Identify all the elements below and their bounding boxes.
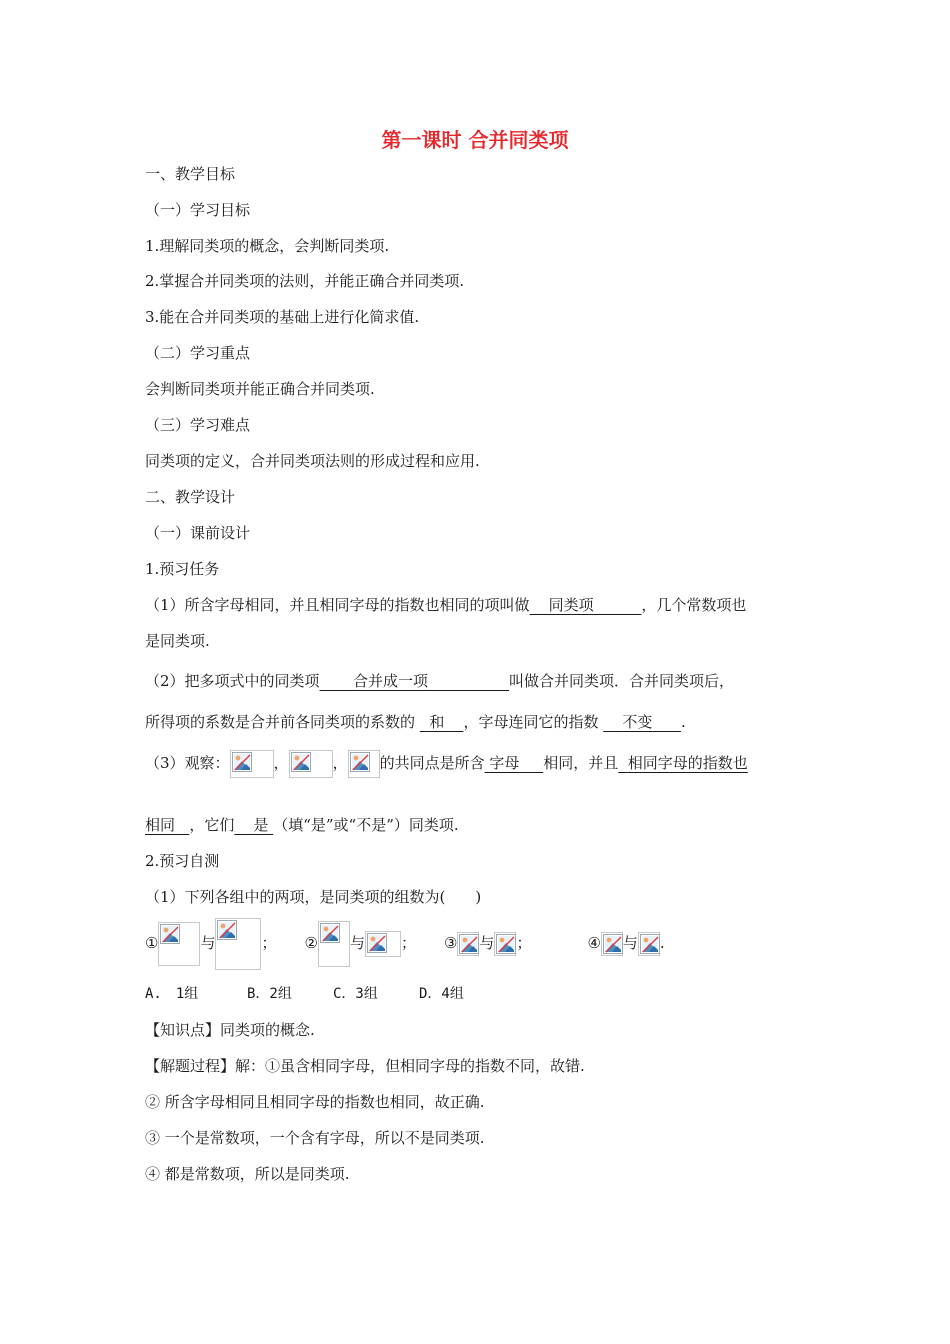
paragraph-3-cont: 相同 ，它们 是 （填“是”或“不是”）同类项.	[145, 816, 459, 834]
task-heading: 1.预习任务	[145, 560, 220, 578]
answer-blank: 和	[429, 713, 445, 731]
paragraph-1: （1）所含字母相同，并且相同字母的指数也相同的项叫做 同类项 ，几个常数项也	[145, 596, 747, 614]
solution-step: ② 所含字母相同且相同字母的指数也相同，故正确.	[145, 1093, 485, 1111]
solution-step: ④ 都是常数项，所以是同类项.	[145, 1165, 350, 1183]
option-c: C．3组	[333, 986, 378, 1002]
broken-image-icon	[318, 921, 350, 967]
subsection-heading: （二）学习重点	[145, 344, 251, 362]
answer-blank: 相同	[145, 816, 176, 834]
option-b: B．2组	[247, 986, 292, 1002]
answer-blank: 字母	[489, 754, 520, 772]
broken-image-icon	[158, 922, 200, 966]
answer-blank: 同类项	[548, 596, 594, 614]
solution: 【解题过程】解：①虽含相同字母，但相同字母的指数不同，故错.	[145, 1057, 585, 1075]
answer-blank: 不变	[622, 713, 653, 731]
answer-blank: 相同字母的指数也	[627, 754, 748, 772]
subsection-heading: （一）课前设计	[145, 524, 251, 542]
broken-image-icon	[601, 932, 623, 956]
broken-image-icon	[215, 918, 261, 970]
paragraph-3: （3）观察： ， ， 的共同点是所含 字母 相同，并且 相同字母的指数也	[145, 750, 748, 778]
knowledge-point: 【知识点】同类项的概念.	[145, 1021, 315, 1039]
option-a: A. 1组	[145, 986, 199, 1002]
goal-item: 1.理解同类项的概念，会判断同类项.	[145, 237, 390, 255]
task-heading: 2.预习自测	[145, 852, 220, 870]
broken-image-icon	[348, 750, 380, 778]
paragraph-1-cont: 是同类项.	[145, 632, 210, 650]
section-heading: 一、教学目标	[145, 165, 236, 183]
difficulty-text: 同类项的定义，合并同类项法则的形成过程和应用.	[145, 452, 480, 470]
goal-item: 2.掌握合并同类项的法则，并能正确合并同类项.	[145, 272, 465, 290]
answer-blank: 是	[253, 816, 269, 834]
broken-image-icon	[457, 932, 479, 956]
solution-step: ③ 一个是常数项，一个含有字母，所以不是同类项.	[145, 1129, 485, 1147]
section-heading: 二、教学设计	[145, 488, 236, 506]
answer-blank: 合并成一项	[352, 672, 428, 690]
term-pairs-row: ① 与 ； ② 与 ； ③ 与 ； ④ 与 .	[145, 917, 665, 969]
option-d: D．4组	[419, 986, 464, 1002]
key-point-text: 会判断同类项并能正确合并同类项.	[145, 380, 375, 398]
broken-image-icon	[638, 932, 660, 956]
question-1: （1）下列各组中的两项，是同类项的组数为( )	[145, 888, 482, 906]
subsection-heading: （三）学习难点	[145, 416, 251, 434]
answer-options	[145, 984, 464, 1004]
broken-image-icon	[230, 750, 274, 778]
paragraph-2: （2）把多项式中的同类项 合并成一项 叫做合并同类项．合并同类项后，	[145, 672, 735, 690]
broken-image-icon	[365, 931, 401, 957]
subsection-heading: （一）学习目标	[145, 201, 251, 219]
page-title: 第一课时 合并同类项	[381, 128, 569, 152]
broken-image-icon	[289, 750, 333, 778]
goal-item: 3.能在合并同类项的基础上进行化简求值.	[145, 308, 420, 326]
paragraph-2-cont: 所得项的系数是合并前各同类项的系数的 和 ，字母连同它的指数 不变 .	[145, 713, 686, 731]
broken-image-icon	[494, 932, 516, 956]
